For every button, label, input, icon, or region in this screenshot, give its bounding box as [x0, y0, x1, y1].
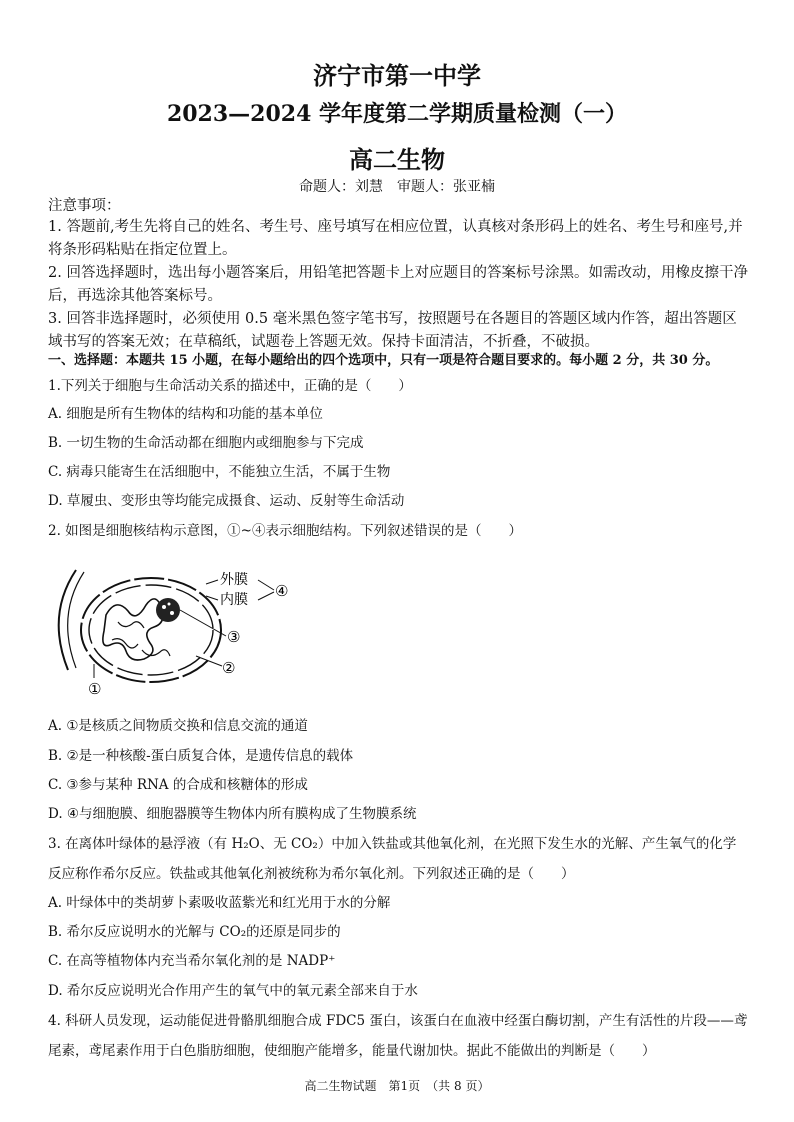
subject-title: 高二生物 [349, 145, 445, 174]
option: B. 一切生物的生命活动都在细胞内或细胞参与下完成 [48, 435, 364, 451]
option: C. 在高等植物体内充当希尔氧化剂的是 NADP⁺ [48, 953, 336, 969]
option: D. ④与细胞膜、细胞器膜等生物体内所有膜构成了生物膜系统 [48, 806, 417, 822]
authors-line: 命题人：刘慧 审题人：张亚楠 [299, 179, 495, 195]
inner-membrane-label: 内膜 [220, 592, 248, 608]
nucleus-diagram [46, 560, 306, 700]
option: B. ②是一种核酸-蛋白质复合体，是遗传信息的载体 [48, 748, 354, 764]
question-stem: 2. 如图是细胞核结构示意图，①~④表示细胞结构。下列叙述错误的是（ ） [48, 523, 522, 539]
option: D. 草履虫、变形虫等均能完成摄食、运动、反射等生命活动 [48, 493, 405, 509]
marker-2: ② [222, 659, 236, 677]
section-heading: 一、选择题：本题共 15 小题，在每小题给出的四个选项中，只有一项是符合题目要求的。每小题 2 分，共 30 分。 [48, 353, 719, 368]
exam-term-title: 2023—2024 学年度第二学期质量检测（一） [166, 101, 628, 127]
marker-1: ① [88, 680, 102, 698]
page-footer: 高二生物试题 第1页 （共 8 页） [304, 1079, 490, 1093]
note-item: 2. 回答选择题时，选出每小题答案后，用铅笔把答题卡上对应题目的答案标号涂黑。如需改动，用橡皮擦干净后，再选涂其他答案标号。 [48, 265, 748, 304]
outer-membrane-label: 外膜 [220, 572, 248, 588]
option: A. ①是核质之间物质交换和信息交流的通道 [48, 718, 308, 734]
question-stem: 4. 科研人员发现，运动能促进骨骼肌细胞合成 FDC5 蛋白，该蛋白在血液中经蛋白酶切割，产生有活性的片段——鸢尾素，鸢尾素作用于白色脂肪细胞，使细胞产能增多，能量代谢加快。据此不能做出的判断是（ ） [48, 1013, 748, 1059]
question-stem: 1.下列关于细胞与生命活动关系的描述中，正确的是（ ） [48, 378, 412, 394]
notes-title: 注意事项： [48, 198, 121, 214]
option: B. 希尔反应说明水的光解与 CO₂的还原是同步的 [48, 924, 341, 940]
question-stem: 3. 在离体叶绿体的悬浮液（有 H₂O、无 CO₂）中加入铁盐或其他氧化剂，在光照下发生水的光解、产生氧气的化学反应称作希尔反应。铁盐或其他氧化剂被统称为希尔氧化剂。下列叙述正确的是（ ） [48, 836, 737, 882]
marker-3: ③ [227, 628, 241, 646]
note-item: 3. 回答非选择题时，必须使用 0.5 毫米黑色签字笔书写，按照题号在各题目的答题区域内作答，超出答题区域书写的答案无效；在草稿纸，试题卷上答题无效。保持卡面清洁，不折叠，不破损。 [48, 311, 737, 350]
option: D. 希尔反应说明光合作用产生的氧气中的氧元素全部来自于水 [48, 983, 418, 999]
marker-4: ④ [275, 582, 289, 600]
note-item: 1. 答题前,考生先将自己的姓名、考生号、座号填写在相应位置，认真核对条形码上的姓名、考生号和座号,并将条形码粘贴在指定位置上。 [48, 219, 743, 258]
option: C. ③参与某种 RNA 的合成和核糖体的形成 [48, 777, 308, 793]
option: C. 病毒只能寄生在活细胞中，不能独立生活，不属于生物 [48, 464, 391, 480]
school-title: 济宁市第一中学 [313, 61, 481, 90]
option: A. 细胞是所有生物体的结构和功能的基本单位 [48, 406, 323, 422]
option: A. 叶绿体中的类胡萝卜素吸收蓝紫光和红光用于水的分解 [48, 895, 391, 911]
